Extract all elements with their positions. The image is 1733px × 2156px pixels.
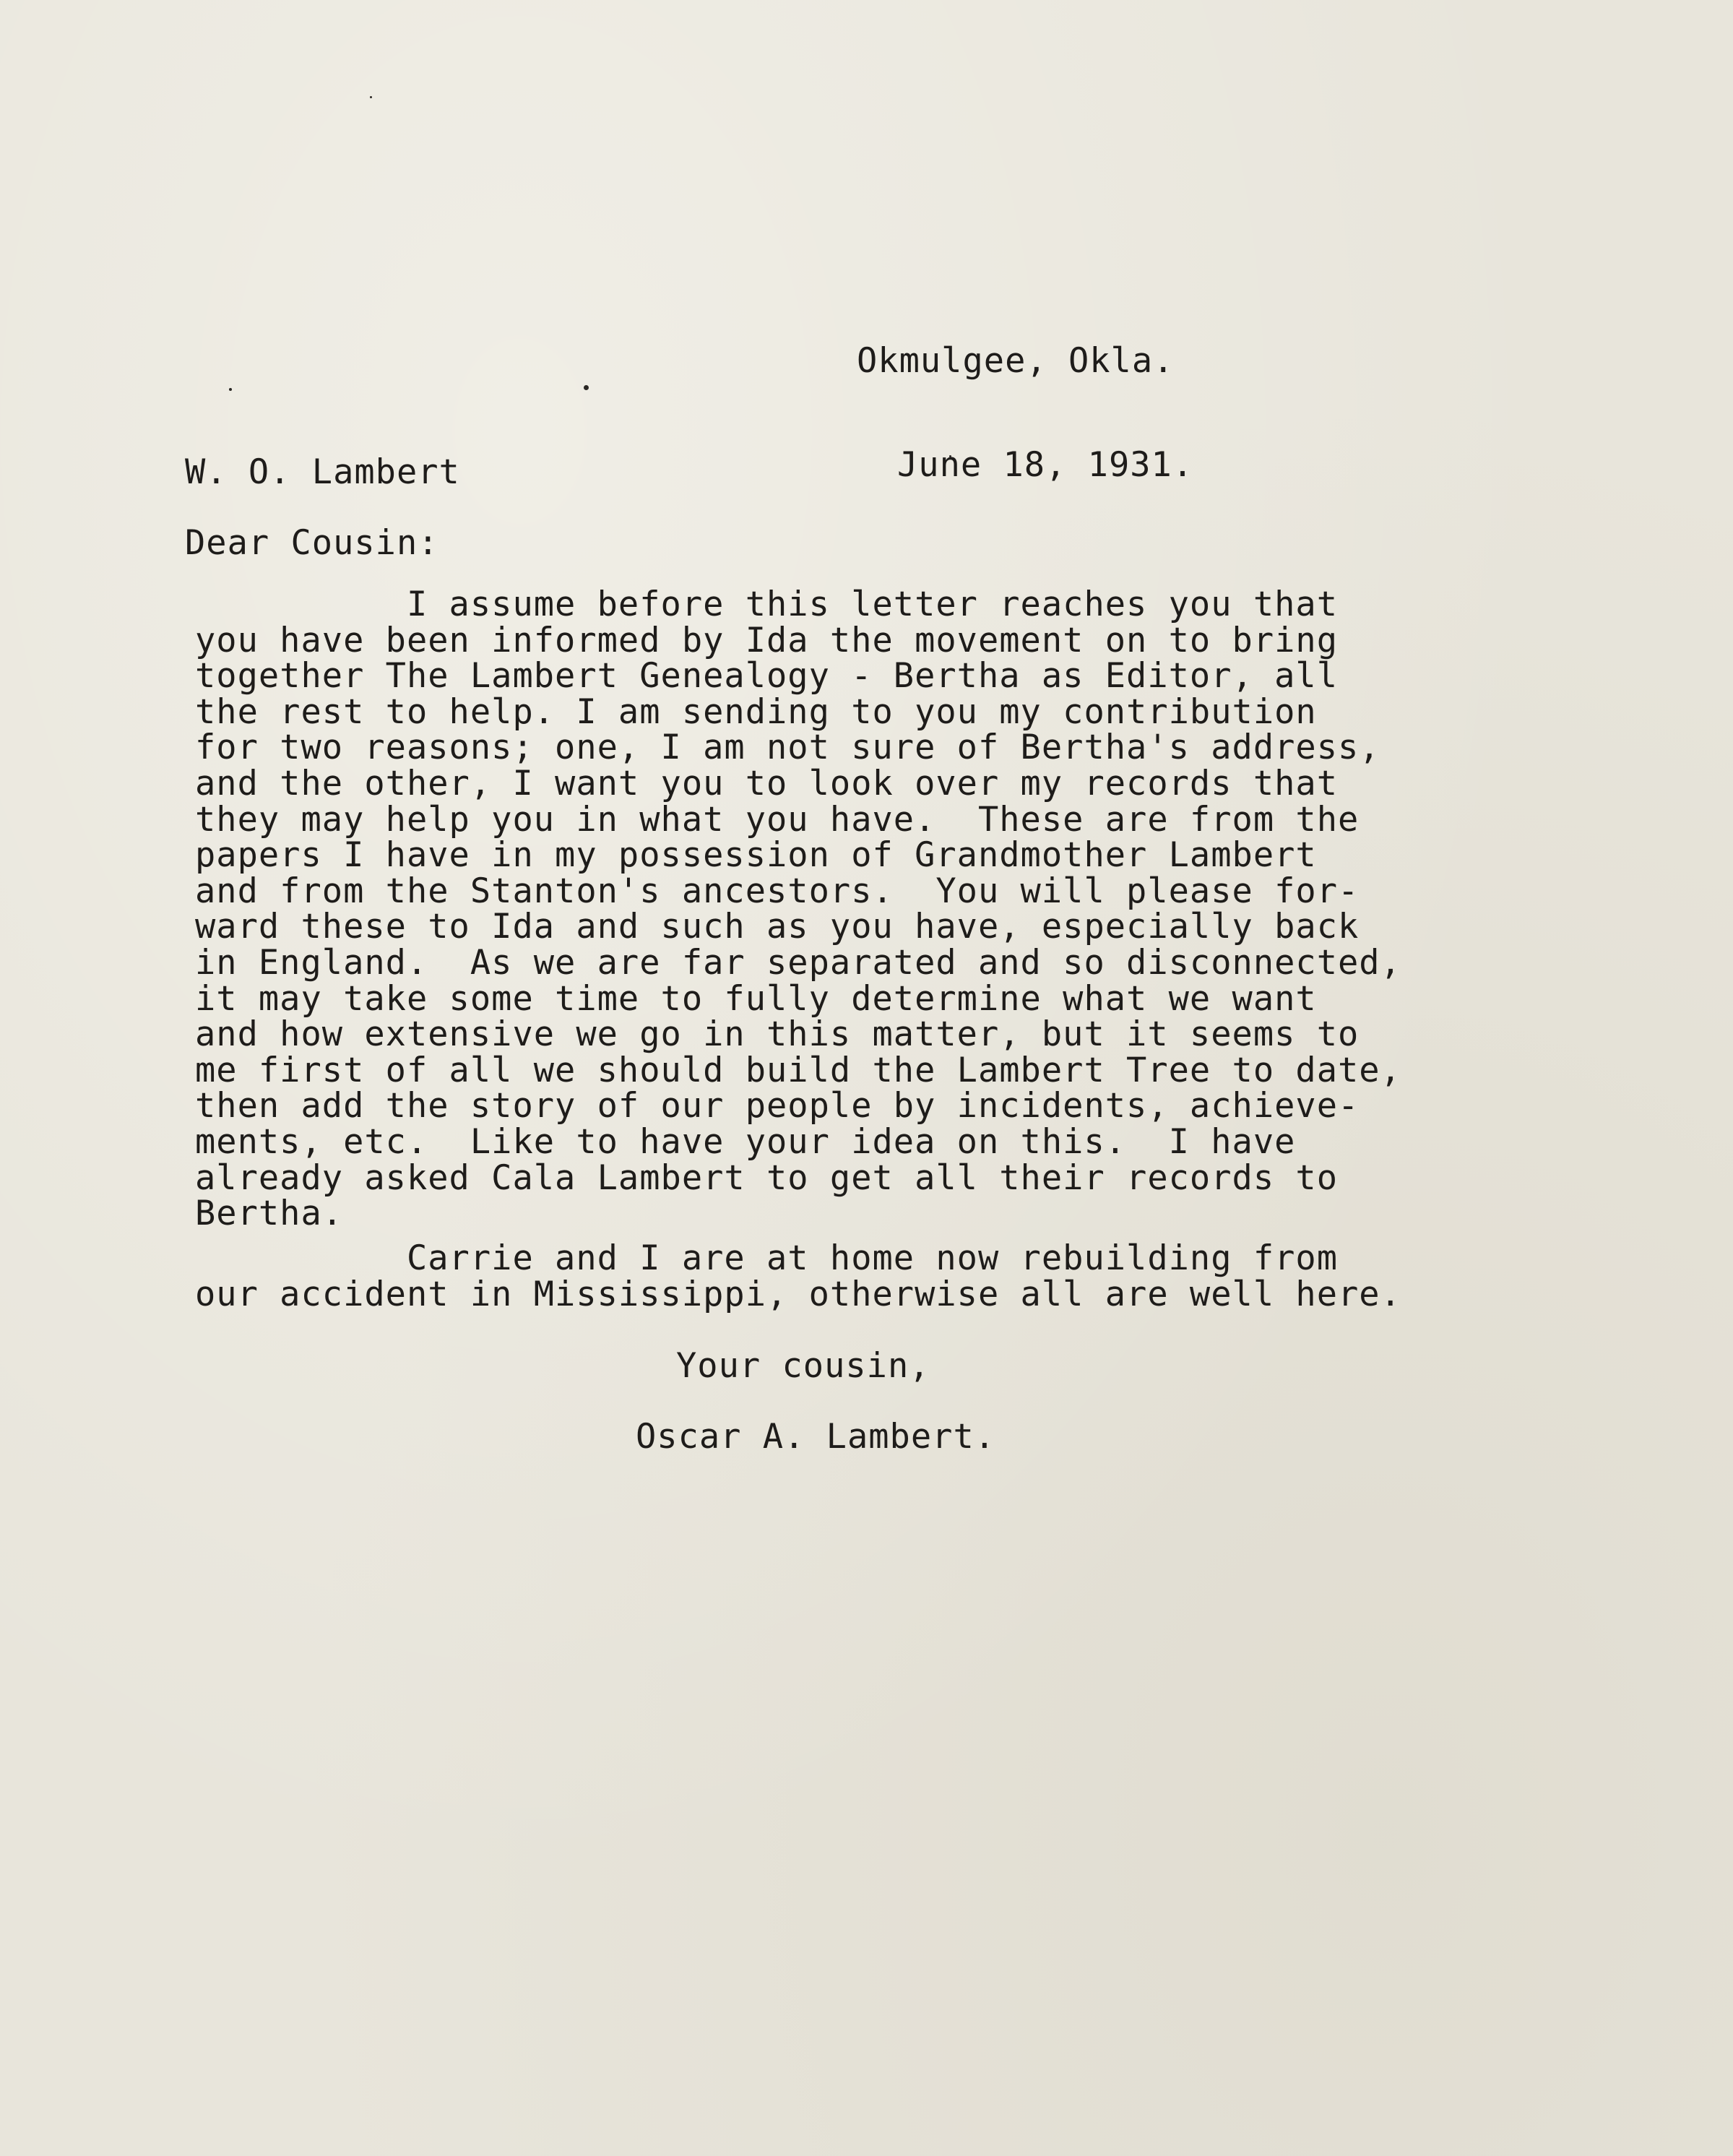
letter-body-paragraph: [195, 587, 1401, 1232]
text-line: me first of all we should build the Lambert Tree to date,: [195, 1050, 1401, 1090]
text-line: in England. As we are far separated and so disconnected,: [195, 942, 1401, 983]
letter-heading: [857, 275, 1193, 552]
text-line: already asked Cala Lambert to get all their records to: [195, 1157, 1339, 1198]
paper-speck: [584, 385, 589, 390]
text-line: I assume before this letter reaches you that: [195, 585, 1339, 624]
text-line: for two reasons; one, I am not sure of Bertha's address,: [195, 728, 1380, 768]
date-line: June 18, 1931.: [897, 445, 1194, 485]
complimentary-close: Your cousin,: [676, 1346, 930, 1386]
place-line: Okmulgee, Okla.: [857, 341, 1175, 381]
text-line: Bertha.: [195, 1194, 344, 1234]
text-line: they may help you in what you have. These are from the: [195, 799, 1360, 840]
letter-body-paragraph-2: [195, 1238, 1401, 1314]
text-line: our accident in Mississippi, otherwise all are well here.: [195, 1275, 1401, 1314]
text-line: Carrie and I are at home now rebuilding from: [195, 1238, 1339, 1278]
salutation: Dear Cousin:: [185, 523, 439, 563]
text-line: papers I have in my possession of Grandmother Lambert: [195, 835, 1317, 876]
text-line: and from the Stanton's ancestors. You will please for-: [195, 871, 1360, 911]
paper-speck: [370, 96, 372, 98]
text-line: then add the story of our people by incidents, achieve-: [195, 1086, 1360, 1126]
text-line: and how extensive we go in this matter, but it seems to: [195, 1014, 1360, 1055]
text-line: together The Lambert Genealogy - Bertha as Editor, all: [195, 656, 1339, 697]
text-line: the rest to help. I am sending to you my contribution: [195, 691, 1317, 732]
text-line: it may take some time to fully determine what we want: [195, 978, 1317, 1019]
signature-name: Oscar A. Lambert.: [636, 1417, 996, 1457]
text-line: you have been informed by Ida the movement on to bring: [195, 620, 1339, 660]
recipient-name: W. O. Lambert: [185, 452, 460, 492]
text-line: ward these to Ida and such as you have, especially back: [195, 907, 1360, 947]
paper-speck: [229, 388, 232, 391]
text-line: and the other, I want you to look over my records that: [195, 763, 1339, 803]
text-line: ments, etc. Like to have your idea on this. I have: [195, 1121, 1296, 1162]
